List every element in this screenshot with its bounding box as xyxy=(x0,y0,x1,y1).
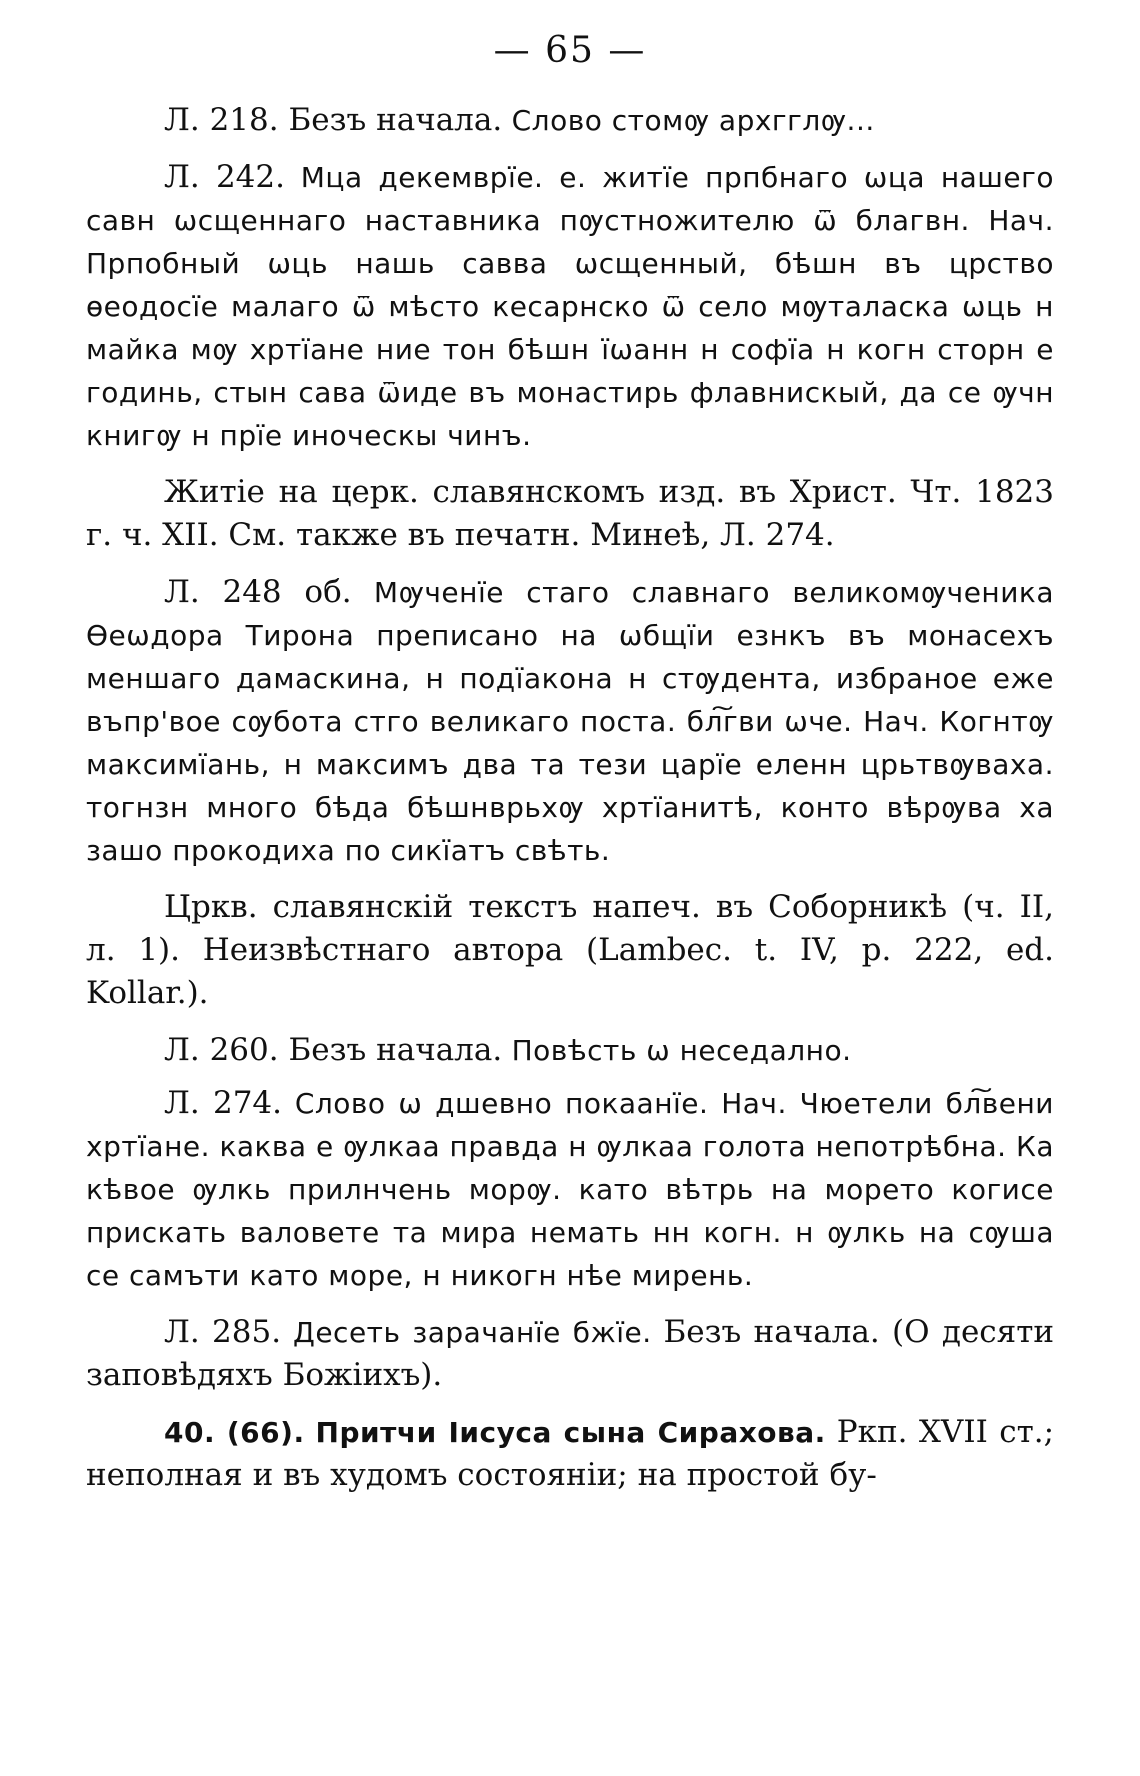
folio-ref: Л. 218. Безъ начала. xyxy=(164,102,503,138)
paragraph-note-zhitie xyxy=(86,471,1054,557)
church-slavonic-text: Мѹченїе стаго славнаго великомѹченика Ѳеѡдора Тирона преписано на ѡбщїи езнкъ въ монасехъ меншаго дамаскина, н подїакона н стѹдента, избраное еже въпр'вое сѹбота стго великаго поста. бл͠гви ѡче. Нач. Когнтѹ максимїань, н максимъ два та тези царїе еленн црьтвѹваха. тогнзн много бѣда бѣшнврьхѹ хртїанитѣ, конто вѣрѹва ха зашо прокодиха по сикїатъ свѣть. xyxy=(86,576,1054,867)
paragraph-folio-260 xyxy=(86,1029,1054,1072)
paragraph-item-40 xyxy=(86,1411,1054,1497)
folio-ref: Л. 285. xyxy=(164,1314,282,1350)
paragraph-folio-285 xyxy=(86,1311,1054,1397)
folio-ref: Л. 260. Безъ начала. xyxy=(164,1032,503,1068)
paragraph-folio-242 xyxy=(86,156,1054,457)
item-title: Притчи Іисуса сына Сирахова. xyxy=(315,1416,826,1449)
note-text: Житіе на церк. славянскомъ изд. въ Христ. Чт. 1823 г. ч. XII. См. также въ печатн. Минеѣ, Л. 274. xyxy=(86,474,1054,553)
paragraph-folio-274 xyxy=(86,1082,1054,1297)
item-number: 40. (66). xyxy=(164,1416,305,1449)
folio-ref: Л. 248 об. xyxy=(164,574,352,610)
paragraph-folio-218 xyxy=(86,99,1054,142)
folio-ref: Л. 274. xyxy=(164,1085,283,1121)
note-text: Безъ начала. (О десяти заповѣдяхъ Божіихъ). xyxy=(86,1314,1055,1393)
church-slavonic-text: Десеть зарачанїе бжїе. xyxy=(292,1316,652,1349)
page-number: — 65 — xyxy=(493,30,647,71)
church-slavonic-text: Мца декемврїе. е. житїе прпбнаго ѡца нашего савн ѡсщеннаго наставника пѹстножителю ѿ благвн. Нач. Прпобный ѡць нашь савва ѡсщенный, бѣшн въ црство ѳеодосїе малаго ѿ мѣсто кесарнско ѿ село мѹталаска ѡць н майка мѹ хртїане ние тон бѣшн їѡанн н софїа н когн сторн е годинь, стын сава ѿиде въ монастирь флавнискый, да се ѹчн книгѹ н прїе иноческы чинъ. xyxy=(86,161,1054,452)
church-slavonic-text: Слово ѡ дшевно покаанїе. Нач. Чюетели бл͠вени хртїане. каква е ѹлкаа правда н ѹлкаа голота непотрѣбна. Ка кѣвое ѹлкь прилнчень морѹ. като вѣтрь на морето когисе прискать валовете та мира немать нн когн. н ѹлкь на сѹша се самъти като море, н никогн нѣе мирень. xyxy=(86,1087,1055,1292)
paragraph-note-sobornik xyxy=(86,886,1054,1015)
note-text: Цркв. славянскій текстъ напеч. въ Соборникѣ (ч. II, л. 1). Неизвѣстнаго автора (Lambec. t. IV, p. 222, ed. Kollar.). xyxy=(86,889,1054,1011)
paragraph-folio-248 xyxy=(86,571,1054,872)
item-description: Ркп. XVII ст.; неполная и въ худомъ состояніи; на простой бу- xyxy=(86,1414,1055,1493)
folio-ref: Л. 242. xyxy=(164,159,285,195)
church-slavonic-text: Слово стомѹ архгглѹ... xyxy=(511,104,875,137)
page xyxy=(86,30,1054,1511)
church-slavonic-text: Повѣсть ѡ неседално. xyxy=(511,1034,852,1067)
